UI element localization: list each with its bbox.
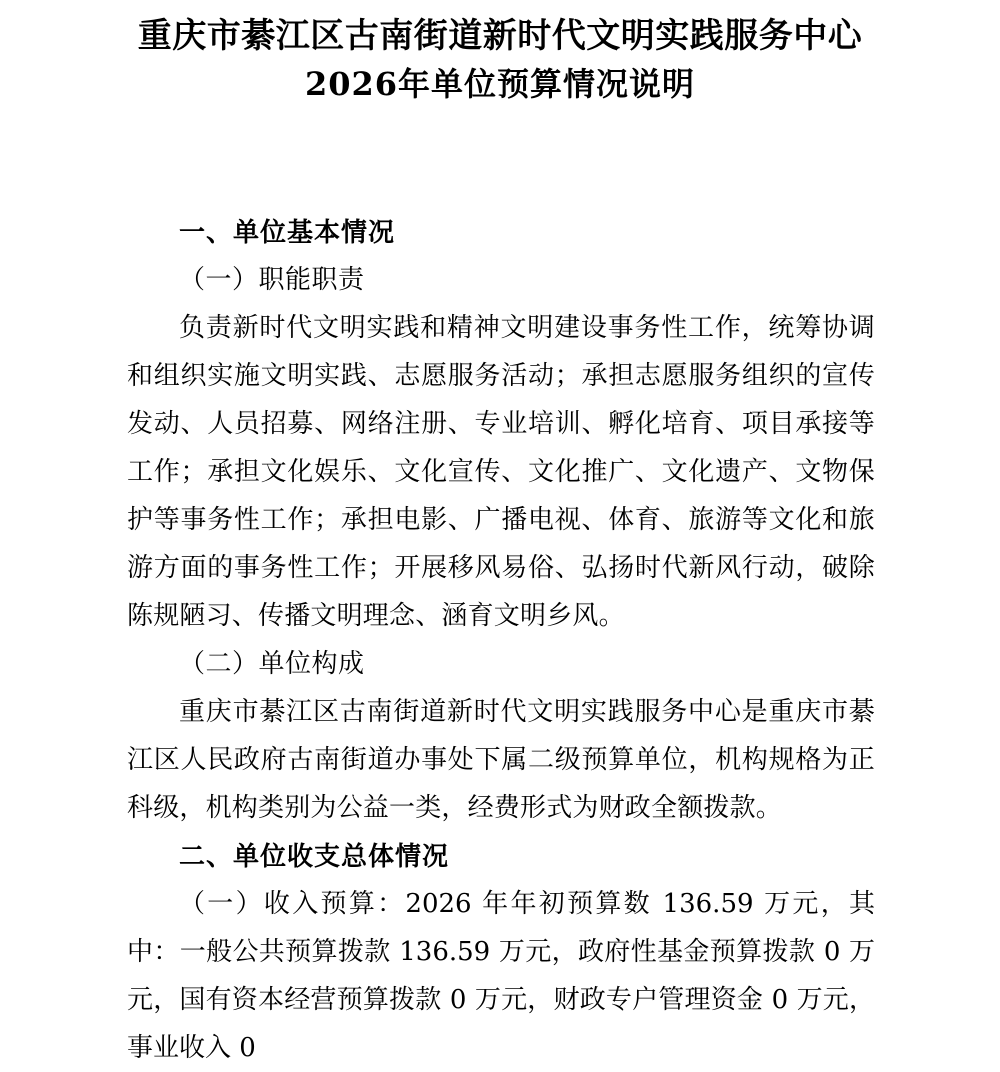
document-title-line-2: 2026年单位预算情况说明	[304, 65, 696, 103]
document-title	[120, 12, 880, 108]
section-heading-1: 一、单位基本情况	[179, 217, 396, 247]
subsection-heading-1-1: （一）职能职责	[179, 265, 365, 295]
document-body	[127, 208, 875, 1072]
paragraph-2-1: （一）收入预算：2026 年年初预算数 136.59 万元，其中：一般公共预算拨款 136.59 万元，政府性基金预算拨款 0 万元，国有资本经营预算拨款 0 万元，财政专户管理资金 0 万元，事业收入 0	[127, 889, 875, 1063]
paragraph-1-2: 重庆市綦江区古南街道新时代文明实践服务中心是重庆市綦江区人民政府古南街道办事处下属二级预算单位，机构规格为正科级，机构类别为公益一类，经费形式为财政全额拨款。	[127, 697, 875, 823]
section-heading-2: 二、单位收支总体情况	[179, 841, 450, 871]
document-title-line-1: 重庆市綦江区古南街道新时代文明实践服务中心	[137, 16, 863, 56]
subsection-heading-1-2: （二）单位构成	[179, 649, 365, 679]
paragraph-1-1: 负责新时代文明实践和精神文明建设事务性工作，统筹协调和组织实施文明实践、志愿服务活动；承担志愿服务组织的宣传发动、人员招募、网络注册、专业培训、孵化培育、项目承接等工作；承担文化娱乐、文化宣传、文化推广、文化遗产、文物保护等事务性工作；承担电影、广播电视、体育、旅游等文化和旅游方面的事务性工作；开展移风易俗、弘扬时代新风行动，破除陈规陋习、传播文明理念、涵育文明乡风。	[127, 313, 875, 631]
